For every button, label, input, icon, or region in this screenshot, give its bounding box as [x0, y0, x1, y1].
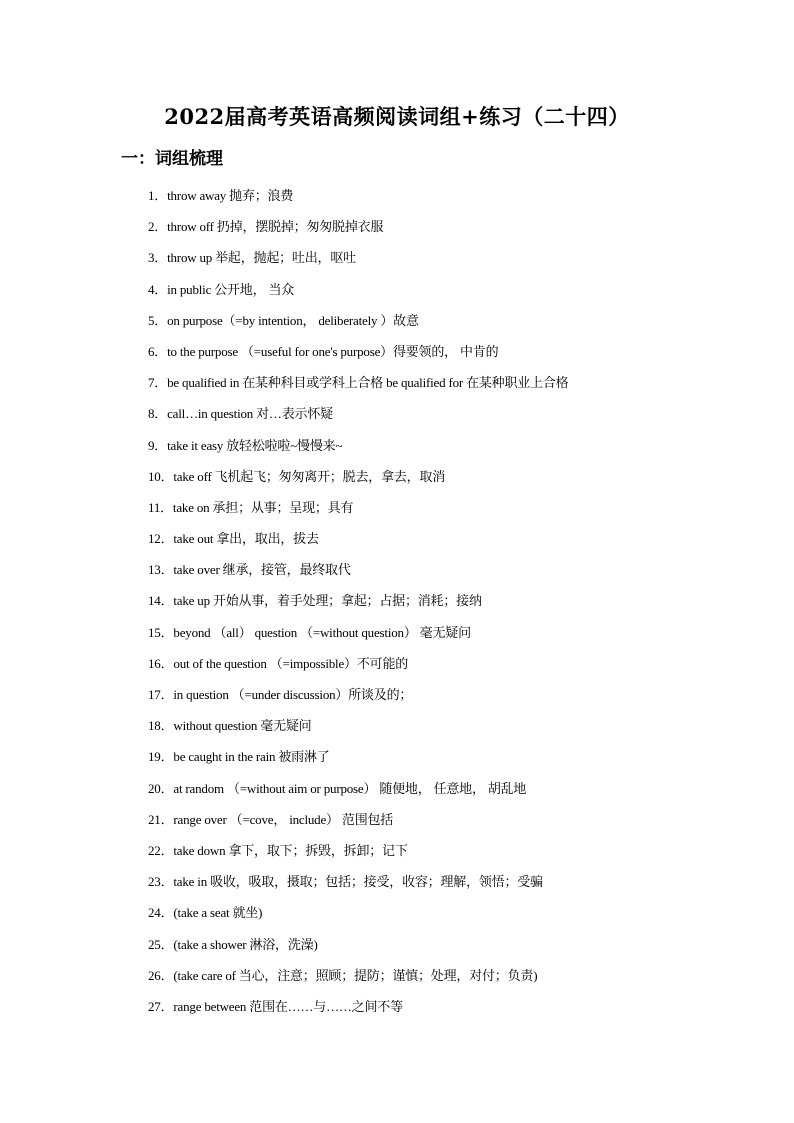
list-item: 17．in question （=under discussion）所谈及的； — [148, 687, 413, 702]
section-heading: 一：词组梳理 — [121, 149, 223, 169]
list-item: 16．out of the question （=impossible）不可能的 — [148, 655, 409, 671]
list-item: 6．to the purpose （=useful for one's purpose）得要领的， 中肯的 — [148, 343, 499, 359]
list-item: 21．range over （=cove， include） 范围包括 — [148, 811, 394, 827]
list-item: 14．take up 开始从事，着手处理；拿起；占据；消耗；接纳 — [148, 593, 482, 609]
page-title: 2022届高考英语高频阅读词组+练习（二十四） — [164, 104, 630, 129]
list-item: 26．(take care of 当心，注意；照顾；提防；谨慎；处理，对付；负责) — [148, 967, 538, 983]
phrase-list — [148, 185, 568, 1027]
list-item: 5．on purpose（=by intention， deliberately ）故意 — [148, 312, 419, 328]
list-item: 18．without question 毫无疑问 — [148, 718, 312, 734]
list-item: 4．in public 公开地， 当众 — [148, 281, 295, 297]
list-item: 22．take down 拿下，取下；拆毁，拆卸；记下 — [148, 842, 408, 858]
list-item: 20．at random （=without aim or purpose） 随便地， 任意地， 胡乱地 — [148, 780, 527, 796]
list-item: 3．throw up 举起，抛起；吐出，呕吐 — [148, 250, 356, 266]
list-item: 2．throw off 扔掉，摆脱掉；匆匆脱掉衣服 — [148, 219, 384, 235]
list-item: 7．be qualified in 在某种科目或学科上合格 be qualified for 在某种职业上合格 — [148, 375, 569, 391]
list-item: 15．beyond （all） question （=without question） 毫无疑问 — [148, 624, 471, 640]
list-item: 10．take off 飞机起飞；匆匆离开；脱去，拿去，取消 — [148, 468, 446, 484]
list-item: 25．(take a shower 淋浴，洗澡) — [148, 936, 318, 952]
list-item: 9．take it easy 放轻松啦啦~慢慢来~ — [148, 437, 343, 453]
list-item: 12．take out 拿出，取出，拔去 — [148, 531, 319, 547]
list-item: 13．take over 继承，接管，最终取代 — [148, 562, 351, 578]
list-item: 24．(take a seat 就坐) — [148, 905, 263, 921]
list-item: 23．take in 吸收，吸取，摄取；包括；接受，收容；理解，领悟；受骗 — [148, 874, 543, 890]
list-item: 8．call…in question 对…表示怀疑 — [148, 406, 333, 422]
list-item: 11．take on 承担；从事；呈现；具有 — [148, 499, 354, 515]
list-item: 19．be caught in the rain 被雨淋了 — [148, 749, 330, 765]
list-item: 1．throw away 抛弃；浪费 — [148, 188, 294, 203]
list-item: 27．range between 范围在……与……之间不等 — [148, 998, 403, 1014]
